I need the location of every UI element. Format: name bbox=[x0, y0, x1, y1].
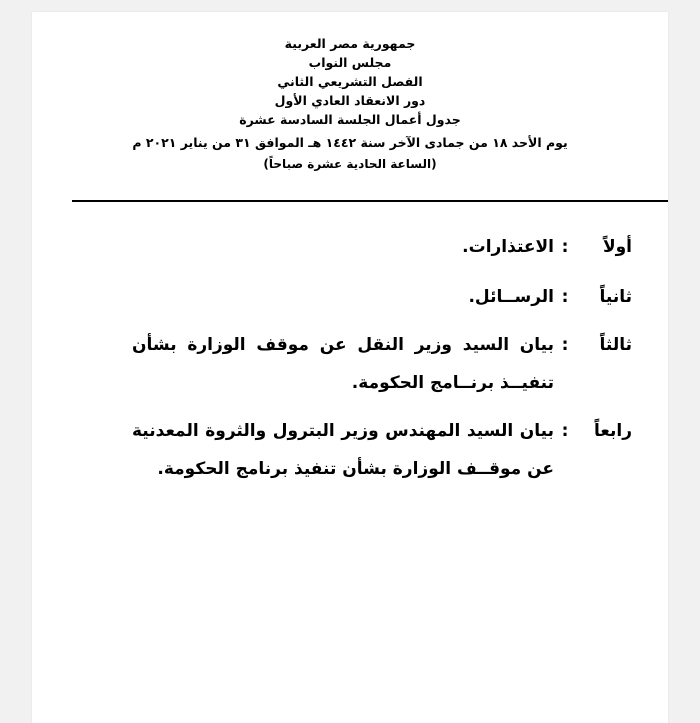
document-header bbox=[32, 34, 668, 174]
agenda-item bbox=[132, 412, 632, 488]
agenda-item-text: الاعتذارات. bbox=[462, 237, 554, 257]
agenda-item-text: بيان السيد المهندس وزير البترول والثروة المعدنية عن موقــف الوزارة بشأن تنفيذ برنامج الحكومة. bbox=[132, 421, 554, 479]
header-country: جمهورية مصر العربية bbox=[284, 36, 416, 51]
agenda-item-number: أولاً bbox=[602, 237, 632, 257]
agenda-item-separator: : bbox=[561, 421, 569, 441]
agenda-item-text: بيان السيد وزير النقل عن موقف الوزارة بشأن تنفيــذ برنــامج الحكومة. bbox=[132, 335, 554, 393]
header-time: (الساعة الحادية عشرة صباحاً) bbox=[263, 157, 437, 171]
agenda-item-number: ثانياً bbox=[599, 287, 632, 307]
agenda-list bbox=[132, 228, 632, 506]
header-session-round: دور الانعقاد العادي الأول bbox=[274, 93, 426, 108]
agenda-item-separator: : bbox=[561, 335, 569, 355]
header-agenda-title: جدول أعمال الجلسة السادسة عشرة bbox=[239, 112, 461, 127]
agenda-item-number: رابعاً bbox=[594, 421, 632, 441]
header-council: مجلس النواب bbox=[308, 55, 392, 70]
agenda-item-separator: : bbox=[561, 287, 569, 307]
header-date: يوم الأحد ١٨ من جمادى الآخر سنة ١٤٤٢ هـ الموافق ٣١ من يناير ٢٠٢١ م bbox=[132, 135, 568, 150]
agenda-item-number: ثالثاً bbox=[599, 335, 632, 355]
agenda-item-text: الرســائل. bbox=[468, 287, 554, 307]
agenda-item bbox=[132, 278, 632, 316]
agenda-item-separator: : bbox=[561, 237, 569, 257]
header-legislative-term: الفصل التشريعي الثاني bbox=[277, 74, 423, 89]
header-divider bbox=[72, 200, 668, 202]
agenda-item bbox=[132, 326, 632, 402]
agenda-item bbox=[132, 228, 632, 266]
document-page bbox=[32, 12, 668, 723]
